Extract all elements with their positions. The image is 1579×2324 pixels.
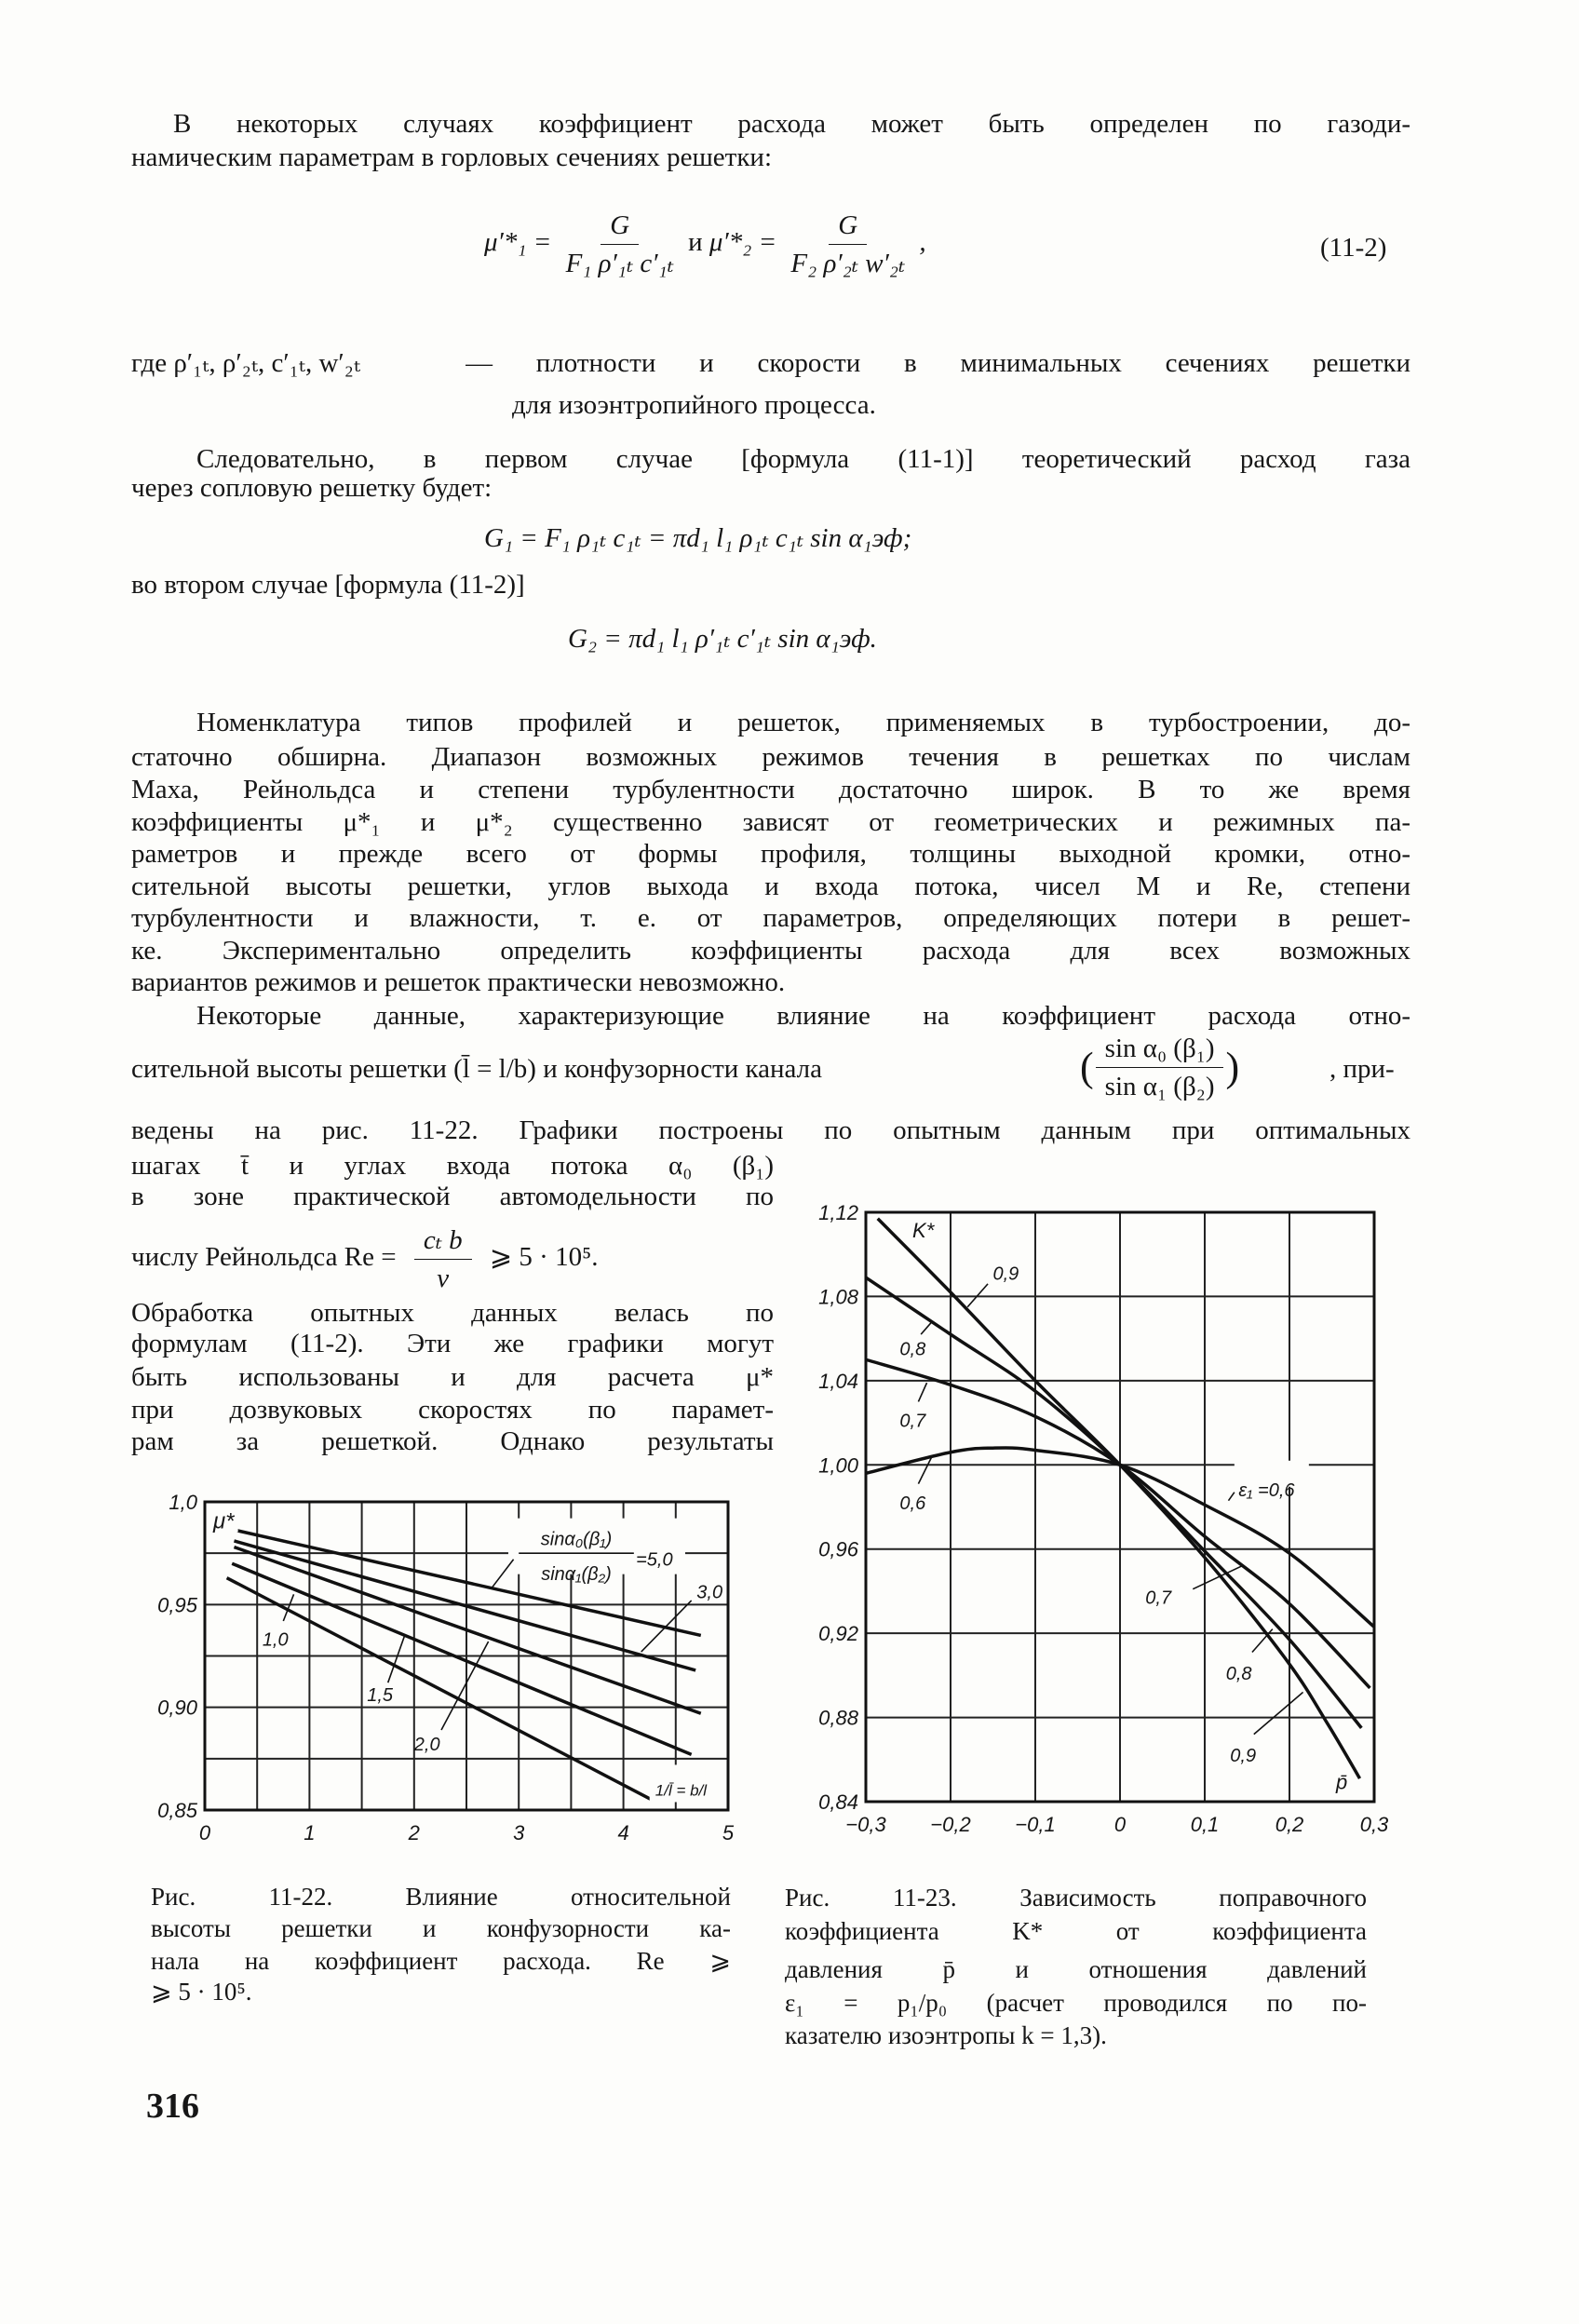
y-tick-label: 1,00 bbox=[818, 1453, 858, 1478]
series-label: =5,0 bbox=[636, 1549, 673, 1571]
paragraph-line: сительной высоты решетки, углов выхода и входа потока, чисел M и Re, степени bbox=[131, 872, 1410, 901]
paragraph-line: раметров и прежде всего от формы профиля, толщины выходной кромки, отно- bbox=[131, 839, 1410, 869]
fraction bbox=[566, 207, 674, 282]
caption-line: ⩾ 5 · 10⁵. bbox=[151, 1978, 252, 2006]
leader-line bbox=[641, 1601, 692, 1652]
x-tick-label: 0 bbox=[198, 1821, 211, 1844]
legend-fraction-denominator: sinα₁(β₂) bbox=[541, 1563, 612, 1585]
caption-line: давления p̄ и отношения давлений bbox=[785, 1955, 1367, 1983]
numerator: sin α₀ (β₁) bbox=[1096, 1030, 1224, 1068]
paragraph-line: Следовательно, в первом случае [формула (11-1)] теоретический расход газа bbox=[196, 444, 1410, 474]
y-axis-label: μ* bbox=[212, 1508, 235, 1534]
x-tick-label: 0,1 bbox=[1190, 1813, 1220, 1836]
leader-line bbox=[388, 1635, 405, 1682]
paragraph-line: сительной высоты решетки (l̄ = l/b) и конфузорности канала bbox=[131, 1054, 823, 1084]
paragraph-line: В некоторых случаях коэффициент расхода может быть определен по газоди- bbox=[173, 109, 1410, 139]
formula-g1: G₁ = F₁ ρ₁ₜ c₁ₜ = πd₁ l₁ ρ₁ₜ c₁ₜ sin α₁эф; bbox=[484, 523, 912, 553]
x-tick-label: 1 bbox=[304, 1821, 316, 1844]
series-label: 1,0 bbox=[262, 1629, 289, 1651]
denominator: F₁ ρ′₁ₜ c′₁ₜ bbox=[565, 249, 674, 278]
paragraph-line: турбулентности и влажности, т. е. от параметров, определяющих потери в решет- bbox=[131, 903, 1410, 933]
series-label: 0,7 bbox=[899, 1411, 926, 1432]
confusor-fraction: ( $\frac{\text{sin α₀ (β₁)}}{\text{sin α₁ (β₂)}}$ ) bbox=[1080, 1030, 1239, 1105]
paragraph-line: формулам (11-2). Эти же графики могут bbox=[131, 1329, 774, 1358]
numerator: cₜ b bbox=[414, 1222, 472, 1260]
caption-line: ε₁ = p₁/p₀ (расчет проводился по по- bbox=[785, 1989, 1367, 2017]
paragraph-line: рам за решеткой. Однако результаты bbox=[131, 1426, 774, 1456]
series-label: 0,8 bbox=[899, 1339, 926, 1360]
x-axis-label: p̄ bbox=[1336, 1770, 1348, 1794]
paragraph-line: статочно обширна. Диапазон возможных режимов течения в решетках по числам bbox=[131, 742, 1410, 772]
leader-line bbox=[967, 1284, 988, 1307]
denominator: ν bbox=[437, 1263, 450, 1293]
series-label-epsilon: ε₁ =0,6 bbox=[1238, 1480, 1295, 1502]
series-label: 0,7 bbox=[1145, 1588, 1172, 1609]
legend-fraction-numerator: sinα₀(β₁) bbox=[540, 1529, 613, 1550]
leader-line bbox=[1254, 1692, 1303, 1734]
fraction bbox=[790, 207, 905, 282]
leader-line bbox=[918, 1383, 926, 1401]
x-tick-label: 3 bbox=[513, 1821, 525, 1844]
y-axis-label: K* bbox=[912, 1219, 935, 1243]
paragraph-line: Номенклатура типов профилей и решеток, применяемых в турбостроении, до- bbox=[196, 708, 1410, 737]
y-tick-label: 0,90 bbox=[157, 1696, 197, 1720]
leader-line bbox=[1193, 1566, 1242, 1589]
y-tick-label: 1,0 bbox=[169, 1491, 197, 1514]
x-tick-label: −0,3 bbox=[845, 1813, 886, 1836]
y-tick-label: 1,08 bbox=[818, 1285, 858, 1309]
x-tick-label: −0,1 bbox=[1015, 1813, 1056, 1836]
where-text: — плотности и скорости в минимальных сечениях решетки bbox=[466, 348, 1410, 378]
paragraph-line: Обработка опытных данных велась по bbox=[131, 1298, 774, 1328]
paragraph-line: быть использованы и для расчета μ* bbox=[131, 1362, 774, 1392]
reynolds-formula bbox=[131, 1222, 598, 1297]
y-tick-label: 0,88 bbox=[818, 1706, 858, 1730]
series-line bbox=[866, 1359, 1370, 1688]
numerator: G bbox=[829, 207, 867, 245]
caption-line: Рис. 11-22. Влияние относительной bbox=[151, 1883, 731, 1911]
re-suffix: ⩾ 5 · 10⁵. bbox=[489, 1242, 599, 1273]
paragraph-line: в зоне практической автомодельности по bbox=[131, 1182, 774, 1211]
conjunction: и bbox=[688, 227, 703, 258]
caption-line: Рис. 11-23. Зависимость поправочного bbox=[785, 1884, 1367, 1912]
x-tick-label: 0,2 bbox=[1275, 1813, 1304, 1836]
caption-line: казателю изоэнтропы k = 1,3). bbox=[785, 2021, 1107, 2049]
formula-g2: G₂ = πd₁ l₁ ρ′₁ₜ c′₁ₜ sin α₁эф. bbox=[568, 624, 877, 654]
bottom-ratio-label: 1/l̄ = b/l bbox=[655, 1781, 708, 1800]
page-number: 316 bbox=[146, 2087, 199, 2126]
formula-lhs: μ′*₁ = bbox=[484, 227, 552, 258]
paragraph-line: намическим параметрам в горловых сечениях решетки: bbox=[131, 142, 773, 172]
re-prefix: числу Рейнольдса Re = bbox=[131, 1242, 397, 1273]
caption-line: высоты решетки и конфузорности ка- bbox=[151, 1914, 731, 1942]
series-label: 0,8 bbox=[1225, 1663, 1252, 1684]
equation-number: (11-2) bbox=[1320, 233, 1387, 263]
series-label: 2,0 bbox=[413, 1735, 440, 1756]
x-tick-label: −0,2 bbox=[930, 1813, 971, 1836]
y-tick-label: 0,85 bbox=[157, 1799, 197, 1822]
paragraph-line: Некоторые данные, характеризующие влияние на коэффициент расхода отно- bbox=[196, 1001, 1410, 1031]
chart-fig-11-23 bbox=[801, 1192, 1397, 1844]
paragraph-line: коэффициенты μ*₁ и μ*₂ существенно зависят от геометрических и режимных па- bbox=[131, 807, 1410, 837]
formula-lhs: μ′*₂ = bbox=[709, 227, 777, 258]
where-symbols: где ρ′₁ₜ, ρ′₂ₜ, c′₁ₜ, w′₂ₜ bbox=[131, 348, 361, 378]
caption-line: нала на коэффициент расхода. Re ⩾ bbox=[151, 1947, 731, 1975]
x-tick-label: 5 bbox=[722, 1821, 735, 1844]
paragraph-line: , при- bbox=[1329, 1054, 1395, 1084]
y-tick-label: 1,04 bbox=[818, 1369, 858, 1393]
x-tick-label: 0,3 bbox=[1359, 1813, 1389, 1836]
denominator: sin α₁ (β₂) bbox=[1104, 1072, 1215, 1101]
series-label: 0,9 bbox=[1230, 1746, 1257, 1767]
paragraph-line: вариантов режимов и решеток практически невозможно. bbox=[131, 967, 786, 997]
paragraph-line: ке. Экспериментально определить коэффициенты расхода для всех возможных bbox=[131, 936, 1410, 966]
paragraph-line: ведены на рис. 11-22. Графики построены по опытным данным при оптимальных bbox=[131, 1115, 1410, 1145]
y-tick-label: 0,95 bbox=[157, 1593, 197, 1617]
caption-line: коэффициента K* от коэффициента bbox=[785, 1917, 1367, 1945]
series-label: 1,5 bbox=[367, 1685, 394, 1707]
y-tick-label: 0,84 bbox=[818, 1790, 858, 1814]
x-tick-label: 4 bbox=[617, 1821, 629, 1844]
y-tick-label: 1,12 bbox=[818, 1201, 858, 1224]
leader-line bbox=[1228, 1493, 1234, 1501]
chart-fig-11-22 bbox=[140, 1480, 745, 1862]
x-tick-label: 0 bbox=[1113, 1813, 1127, 1836]
denominator: F₂ ρ′₂ₜ w′₂ₜ bbox=[790, 249, 906, 278]
series-label: 0,9 bbox=[992, 1263, 1019, 1285]
leader-line bbox=[921, 1322, 932, 1335]
numerator: G bbox=[601, 207, 639, 245]
formula-11-2 bbox=[484, 207, 926, 282]
series-label: 3,0 bbox=[696, 1582, 723, 1603]
formula-comma: , bbox=[919, 227, 926, 258]
paragraph-line: во втором случае [формула (11-2)] bbox=[131, 570, 525, 600]
series-label: 0,6 bbox=[899, 1493, 926, 1514]
y-tick-label: 0,96 bbox=[818, 1537, 858, 1561]
paragraph-line: Маха, Рейнольдса и степени турбулентности достаточно широк. В то же время bbox=[131, 775, 1410, 804]
paragraph-line: через сопловую решетку будет: bbox=[131, 473, 493, 503]
where-text: для изоэнтропийного процесса. bbox=[512, 390, 876, 420]
paragraph-line: шагах t̄ и углах входа потока α₀ (β₁) bbox=[131, 1151, 774, 1181]
paragraph-line: при дозвуковых скоростях по парамет- bbox=[131, 1395, 774, 1425]
y-tick-label: 0,92 bbox=[818, 1622, 858, 1646]
x-tick-label: 2 bbox=[408, 1821, 420, 1844]
